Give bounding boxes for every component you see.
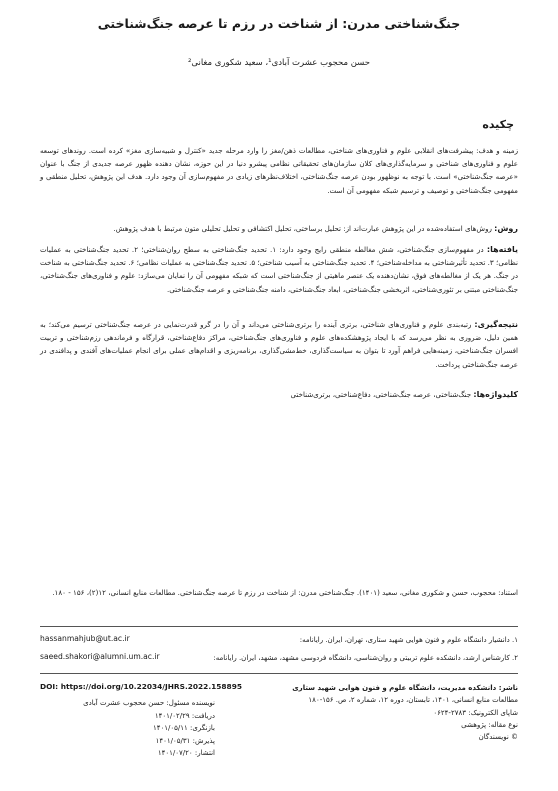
- publisher-line: ناشر: دانشکده مدیریت، دانشگاه علوم و فنون هوایی شهید ستاری: [292, 684, 518, 692]
- accepted-date: پذیرش: ۱۴۰۱/۰۵/۳۱: [155, 736, 215, 745]
- abstract-background: [40, 144, 518, 197]
- article-type-line: نوع مقاله: پژوهشی: [461, 720, 518, 729]
- received-date: دریافت: ۱۴۰۱/۰۲/۲۹: [154, 711, 215, 720]
- article-dates: [40, 697, 215, 760]
- footnote-2: ۲. کارشناس ارشد، دانشکده علوم تربیتی و روان‌شناسی، دانشگاه فردوسی مشهد، مشهد، ایران. رایانامه:: [213, 654, 518, 662]
- footnote-divider: [40, 626, 518, 627]
- method-label: روش:: [494, 224, 518, 233]
- findings-text: در مفهوم‌سازی جنگ‌شناختی، شش مغالطه منطقی رایج وجود دارد: ۱. تحدید جنگ‌شناختی به سطح روان‌شناختی؛ ۲. تحدید جنگ‌شناختی به عملیات نظامی؛ ۳. تحدید تأثیرشناختی به مداخله‌شناختی؛ ۴. تحدید جنگ‌شناختی به آسیب شناختی؛ ۵. تحدید جنگ‌شناختی به عملیات نظامی؛ ۶. تحدید جنگ‌شناختی به شناخت در جنگ. هر یک از مغالطه‌های فوق، نشان‌دهنده یک عنصر ماهیتی از جنگ‌شناختی است که شبکه مفهومی آن را نمایان می‌سازد: علوم و فناوری‌های جنگ‌شناختی، جنگ‌شناختی مبتنی بر تئوری‌شناختی، اثربخشی جنگ‌شناختی، ابعاد جنگ‌شناختی، دامنه جنگ‌شناختی و عرصه جنگ‌شناختی.: [40, 245, 518, 294]
- citation: استناد: محجوب، حسن و شکوری مغانی، سعید (۱۴۰۱). جنگ‌شناختی مدرن: از شناخت در رزم تا عرصه جنگ‌شناختی. مطالعات منابع انسانی، ۱۲(۲)، ۱۵۶ - ۱۸۰.: [52, 588, 518, 597]
- author-list: حسن محجوب عشرت آبادی¹، سعید شکوری مغانی²: [187, 58, 371, 68]
- revised-date: بازنگری: ۱۴۰۱/۰۵/۱۱: [153, 724, 215, 732]
- info-divider: [40, 673, 518, 674]
- publisher-info: [248, 682, 518, 743]
- abstract-heading: چکیده: [482, 118, 514, 131]
- findings-label: یافته‌ها:: [486, 245, 518, 254]
- published-date: انتشار: ۱۴۰۱/۰۷/۲۰: [157, 749, 215, 757]
- copyright-line: © نویسندگان: [478, 733, 518, 742]
- journal-issue-line: مطالعات منابع انسانی، ۱۴۰۱، تابستان، دوره ۱۲، شماره ۲، ص. ۱۵۶-۱۸۰: [308, 696, 518, 705]
- abstract-method: [40, 222, 518, 235]
- email-link-1[interactable]: hassanmahjub@ut.ac.ir: [40, 634, 130, 643]
- abstract-conclusion: [40, 318, 518, 371]
- email-link-2[interactable]: saeed.shakori@alumni.um.ac.ir: [40, 652, 160, 661]
- conclusion-text: رتبه‌بندی علوم و فناوری‌های شناختی، برتری آینده را برتری‌شناختی می‌داند و آن را در گرو قدرت‌نمایی در عرصه جنگ‌شناختی ترسیم می‌کند؛ به همین دلیل، ضروری به نظر می‌رسد که با ایجاد پژوهشکده‌های علوم و فناوری‌های جنگ‌شناختی، مراکز دفاع‌شناختی، قرارگاه و فرماندهی رزم‌شناختی و تربیت افسران جنگ‌شناختی، زمینه‌هایی فراهم آورد تا بتوان به سیاست‌گذاری، خط‌مشی‌گذاری، برنامه‌ریزی و اقدام‌های عملی برای انجام عملیات‌های آفندی و پدافندی در عرصه جنگ‌شناختی پرداخت.: [40, 320, 518, 369]
- keywords-label: کلیدواژه‌ها:: [473, 390, 518, 399]
- keywords-text: جنگ‌شناختی، عرصه جنگ‌شناختی، دفاع‌شناختی، برتری‌شناختی: [290, 390, 474, 399]
- eissn-line: شاپای الکترونیک: ۲۷۸۳-۰۶۲۴: [433, 708, 518, 717]
- doi-link[interactable]: DOI: https://doi.org/10.22034/JHRS.2022.158895: [40, 682, 242, 691]
- abstract-background-text: زمینه و هدف: پیشرفت‌های انقلابی علوم و فناوری‌های شناختی، مطالعات ذهن/مغز را وارد مرحله جدید «کنترل و شبیه‌سازی مغز» کرده است. روندهای توسعه علوم و فناوری‌های شناختی و سرمایه‌گذاری‌های کلان سازمان‌های تحقیقاتی نظامی پیشرو دنیا در این حوزه، نشان دهنده ظهور عرصه جدیدی از جنگ با عنوان «عرصه جنگ‌شناختی» است. با توجه به نوظهور بودن عرصه جنگ‌شناختی، اختلاف‌نظرهای زیادی در مفهوم‌سازی آن وجود دارد. هدف این پژوهش، تحلیل منطقی و مفهومی جنگ‌شناختی و توصیف و ترسیم شبکه مفهومی آن است.: [40, 146, 518, 195]
- method-text: روش‌های استفاده‌شده در این پژوهش عبارت‌اند از: تحلیل برساختی، تحلیل اکتشافی و تحلیل تحلیلی متون مرتبط با هدف پژوهش.: [113, 224, 495, 233]
- conclusion-label: نتیجه‌گیری:: [474, 320, 518, 329]
- keywords-line: [40, 388, 518, 401]
- footnote-1: ۱. دانشیار دانشگاه علوم و فنون هوایی شهید ستاری، تهران، ایران. رایانامه:: [299, 636, 518, 644]
- abstract-findings: [40, 243, 518, 296]
- corresponding-author: نویسنده مسئول: حسن محجوب عشرت آبادی: [83, 699, 215, 707]
- paper-title: جنگ‌شناختی مدرن: از شناخت در رزم تا عرصه جنگ‌شناختی: [97, 16, 461, 31]
